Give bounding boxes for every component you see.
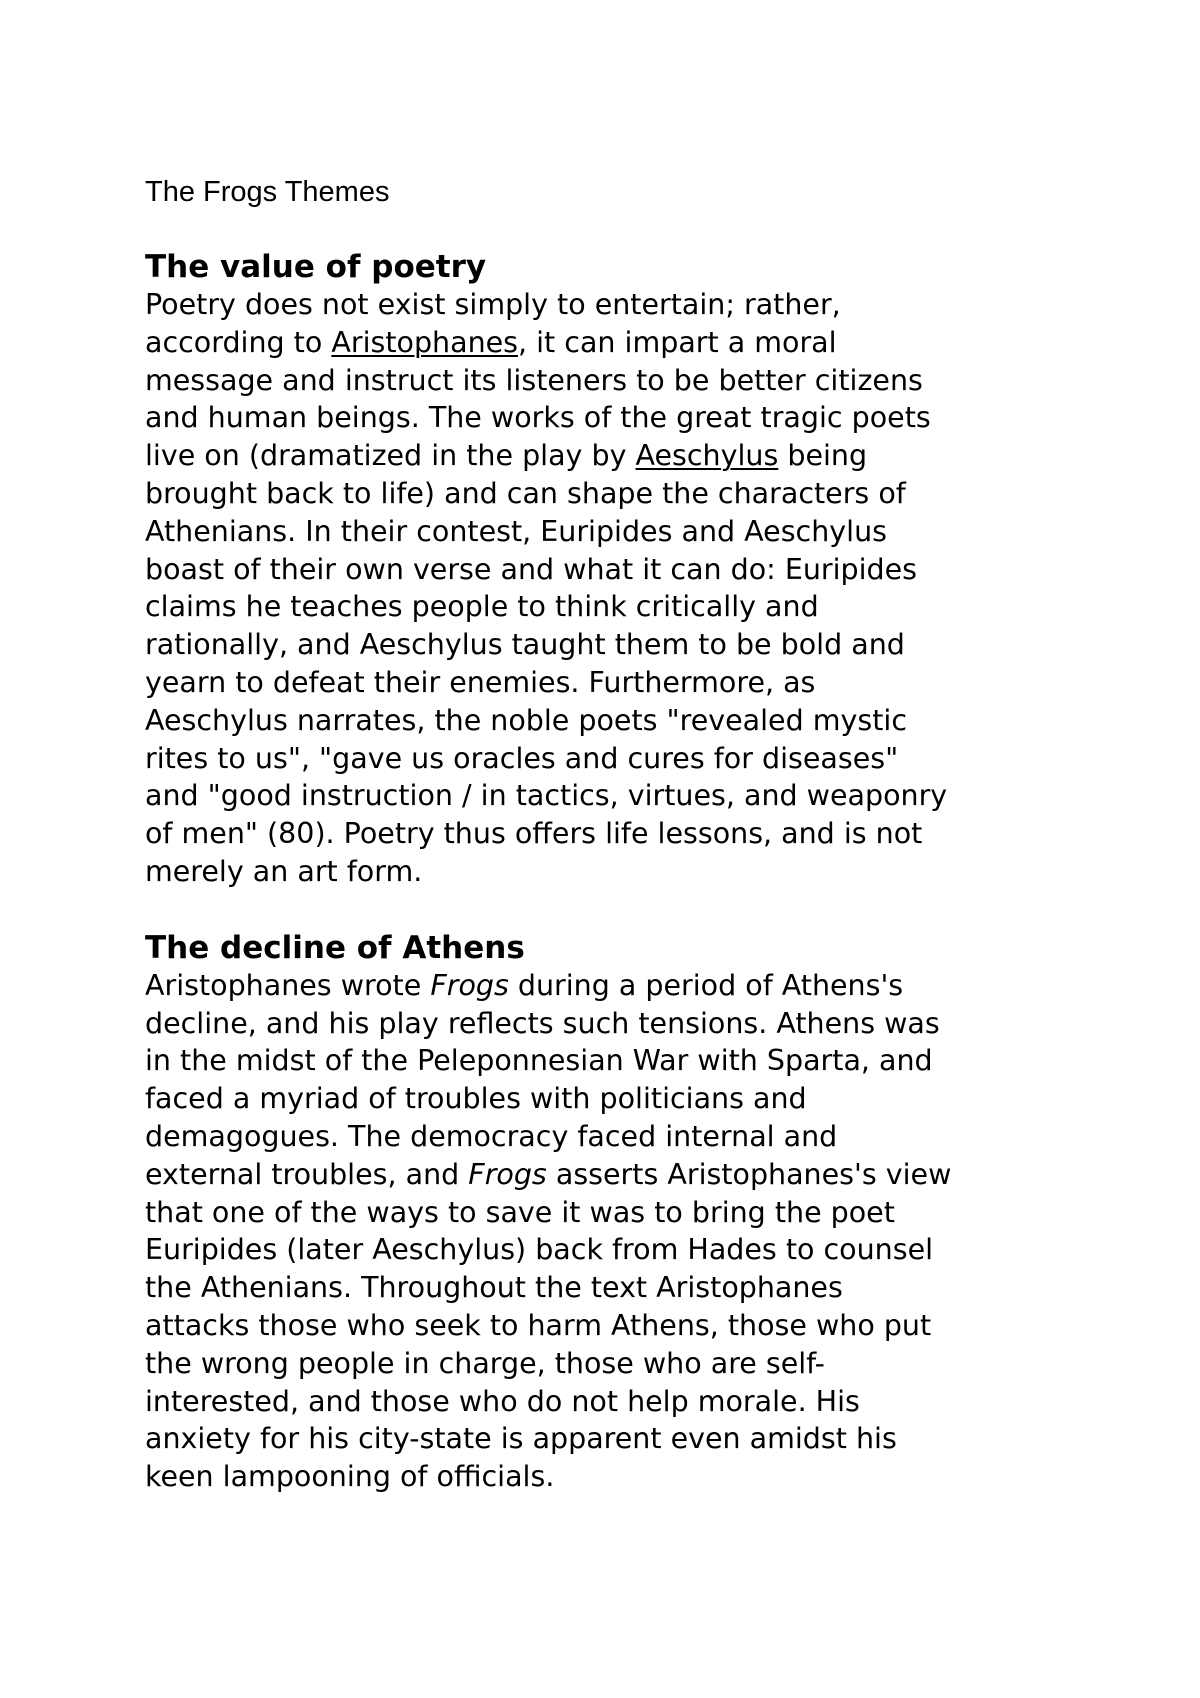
paragraph-line — [145, 399, 1145, 437]
text-run: demagogues. The democracy faced internal and — [145, 1119, 838, 1153]
text-run: decline, and his play reflects such tensions. Athens was — [145, 1006, 940, 1040]
text-run: being — [778, 439, 868, 473]
paragraph-line — [145, 1269, 1145, 1307]
paragraph-line — [145, 1118, 1145, 1156]
paragraph-line — [145, 1458, 1145, 1496]
text-run: during a period of Athens's — [508, 968, 904, 1002]
paragraph-line — [145, 1194, 1145, 1232]
paragraph-line — [145, 702, 1145, 740]
text-run: interested, and those who do not help morale. His — [145, 1384, 860, 1418]
text-run: and "good instruction / in tactics, virtues, and weaponry — [145, 779, 948, 813]
paragraph-line — [145, 1005, 1145, 1043]
paragraph-line — [145, 1231, 1145, 1269]
text-run: Poetry does not exist simply to entertain; rather, — [145, 288, 841, 321]
paragraph-line — [145, 1156, 1145, 1194]
text-run: Euripides (later Aeschylus) back from Hades to counsel — [145, 1233, 934, 1267]
paragraph-line — [145, 1420, 1145, 1458]
paragraph-line — [145, 1345, 1145, 1383]
paragraph-line — [145, 362, 1145, 400]
italic-title: Frogs — [430, 968, 509, 1002]
text-run: external troubles, and — [145, 1157, 469, 1191]
paragraph-line — [145, 437, 1145, 475]
document-title: The Frogs Themes — [145, 176, 390, 208]
paragraph-line — [145, 664, 1145, 702]
section-heading: The decline of Athens — [145, 929, 525, 966]
text-run: rites to us", "gave us oracles and cures for diseases" — [145, 741, 899, 775]
text-link[interactable]: Aristophanes — [331, 325, 519, 359]
text-run: merely an art form. — [145, 854, 423, 888]
text-run: according to — [145, 325, 332, 359]
text-run: the wrong people in charge, those who are self- — [145, 1346, 825, 1380]
text-run: Athenians. In their contest, Euripides and Aeschylus — [145, 514, 887, 548]
paragraph-line — [145, 967, 1145, 1005]
paragraph-line — [145, 626, 1145, 664]
document-page — [145, 172, 1145, 1496]
paragraph-line — [145, 1080, 1145, 1118]
paragraph-line — [145, 475, 1145, 513]
text-run: anxiety for his city-state is apparent even amidst his — [145, 1422, 897, 1456]
section-1 — [145, 248, 1145, 891]
text-run: , it can impart a moral — [518, 325, 837, 359]
paragraph-line — [145, 1042, 1145, 1080]
text-run: message and instruct its listeners to be better citizens — [145, 363, 923, 397]
text-run: of men" (80). Poetry thus offers life lessons, and is not — [145, 817, 923, 851]
text-run: rationally, and Aeschylus taught them to be bold and — [145, 628, 905, 662]
text-run: keen lampooning of officials. — [145, 1460, 555, 1494]
text-run: the Athenians. Throughout the text Aristophanes — [145, 1271, 843, 1305]
text-run: attacks those who seek to harm Athens, those who put — [145, 1308, 932, 1342]
text-run: and human beings. The works of the great tragic poets — [145, 401, 931, 435]
text-run: faced a myriad of troubles with politicians and — [145, 1082, 807, 1116]
paragraph-line — [145, 588, 1145, 626]
text-run: live on (dramatized in the play by — [145, 439, 636, 473]
text-run: Aeschylus narrates, the noble poets "revealed mystic — [145, 703, 907, 737]
paragraph-line — [145, 740, 1145, 778]
paragraph-line — [145, 815, 1145, 853]
paragraph-line — [145, 324, 1145, 362]
text-run: brought back to life) and can shape the characters of — [145, 476, 906, 510]
text-run: asserts Aristophanes's view — [546, 1157, 952, 1191]
document-body — [145, 248, 1145, 1496]
paragraph-line — [145, 1307, 1145, 1345]
paragraph-line — [145, 853, 1145, 891]
paragraph-line — [145, 286, 1145, 324]
paragraph-line — [145, 551, 1145, 589]
text-run: yearn to defeat their enemies. Furthermore, as — [145, 665, 816, 699]
section-heading: The value of poetry — [145, 249, 487, 285]
text-run: in the midst of the Peleponnesian War with Sparta, and — [145, 1044, 933, 1078]
text-run: claims he teaches people to think critically and — [145, 590, 819, 624]
paragraph-line — [145, 777, 1145, 815]
text-run: Aristophanes wrote — [145, 968, 431, 1002]
text-link[interactable]: Aeschylus — [635, 439, 779, 473]
section-2 — [145, 929, 1145, 1496]
text-run: boast of their own verse and what it can do: Euripides — [145, 552, 918, 586]
text-run: that one of the ways to save it was to bring the poet — [145, 1195, 895, 1229]
italic-title: Frogs — [468, 1157, 547, 1191]
paragraph-line — [145, 1383, 1145, 1421]
paragraph-line — [145, 513, 1145, 551]
